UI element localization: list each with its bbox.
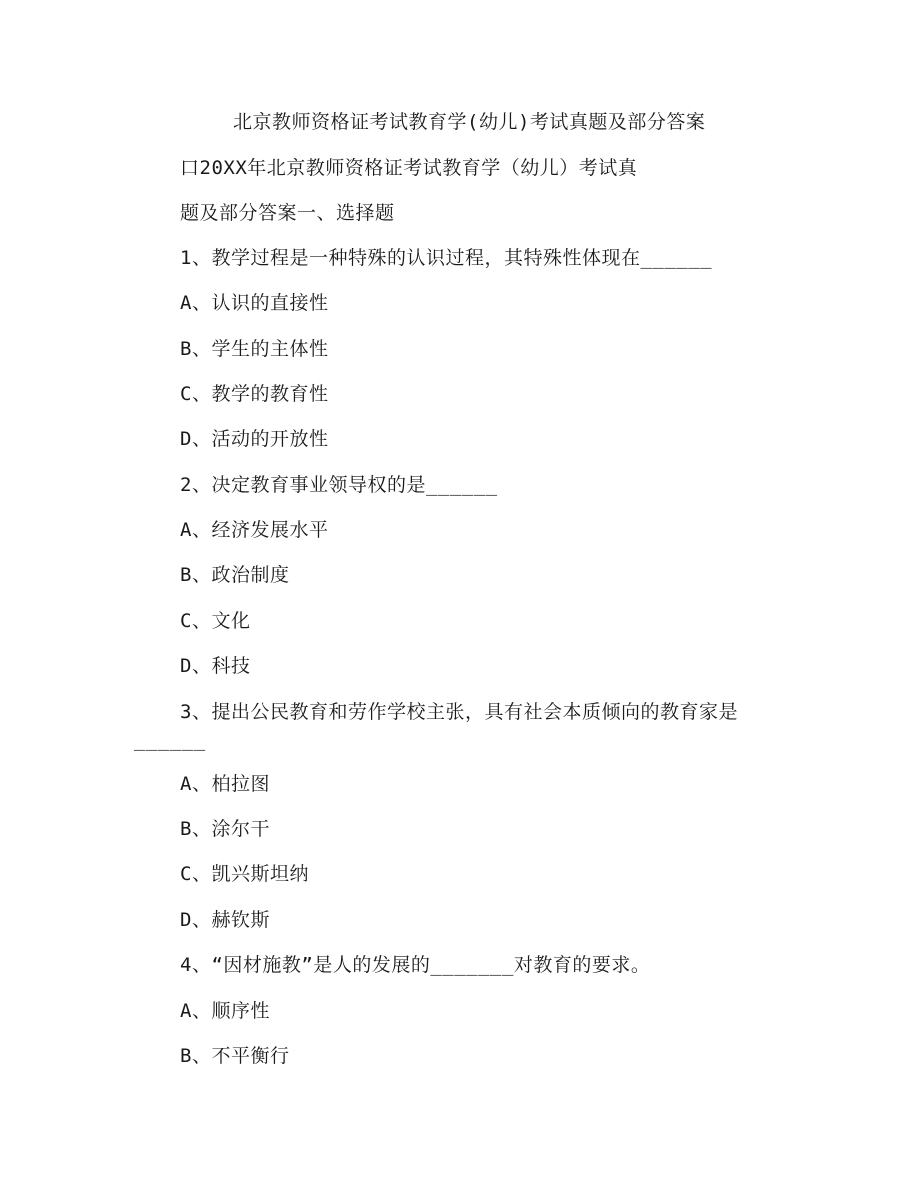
question-1-option-d: D、活动的开放性 (180, 428, 329, 450)
intro-line-2: 题及部分答案一、选择题 (180, 202, 395, 224)
question-4-option-a: A、顺序性 (180, 1000, 270, 1022)
question-3-option-b: B、涂尔干 (180, 818, 270, 840)
question-2-option-a: A、经济发展水平 (180, 519, 329, 541)
question-1-stem: 1、教学过程是一种特殊的认识过程，其特殊性体现在______ (180, 247, 713, 269)
question-2-stem: 2、决定教育事业领导权的是______ (180, 474, 498, 496)
question-4-option-b: B、不平衡行 (180, 1045, 290, 1067)
question-3-option-c: C、凯兴斯坦纳 (180, 863, 309, 885)
question-3-stem-line-1: 3、提出公民教育和劳作学校主张，具有社会本质倾向的教育家是 (180, 701, 738, 723)
question-3-option-d: D、赫钦斯 (180, 909, 270, 931)
question-3-option-a: A、柏拉图 (180, 773, 270, 795)
document-title: 北京教师资格证考试教育学(幼儿)考试真题及部分答案 (233, 111, 706, 133)
question-3-stem-line-2: ______ (134, 729, 206, 751)
question-4-stem: 4、“因材施教”是人的发展的_______对教育的要求。 (180, 954, 651, 976)
question-1-option-b: B、学生的主体性 (180, 338, 329, 360)
question-2-option-c: C、文化 (180, 610, 251, 632)
question-1-option-c: C、教学的教育性 (180, 383, 329, 405)
question-2-option-d: D、科技 (180, 655, 251, 677)
intro-line-1: 口20XX年北京教师资格证考试教育学（幼儿）考试真 (180, 157, 638, 179)
question-2-option-b: B、政治制度 (180, 564, 290, 586)
question-1-option-a: A、认识的直接性 (180, 292, 329, 314)
